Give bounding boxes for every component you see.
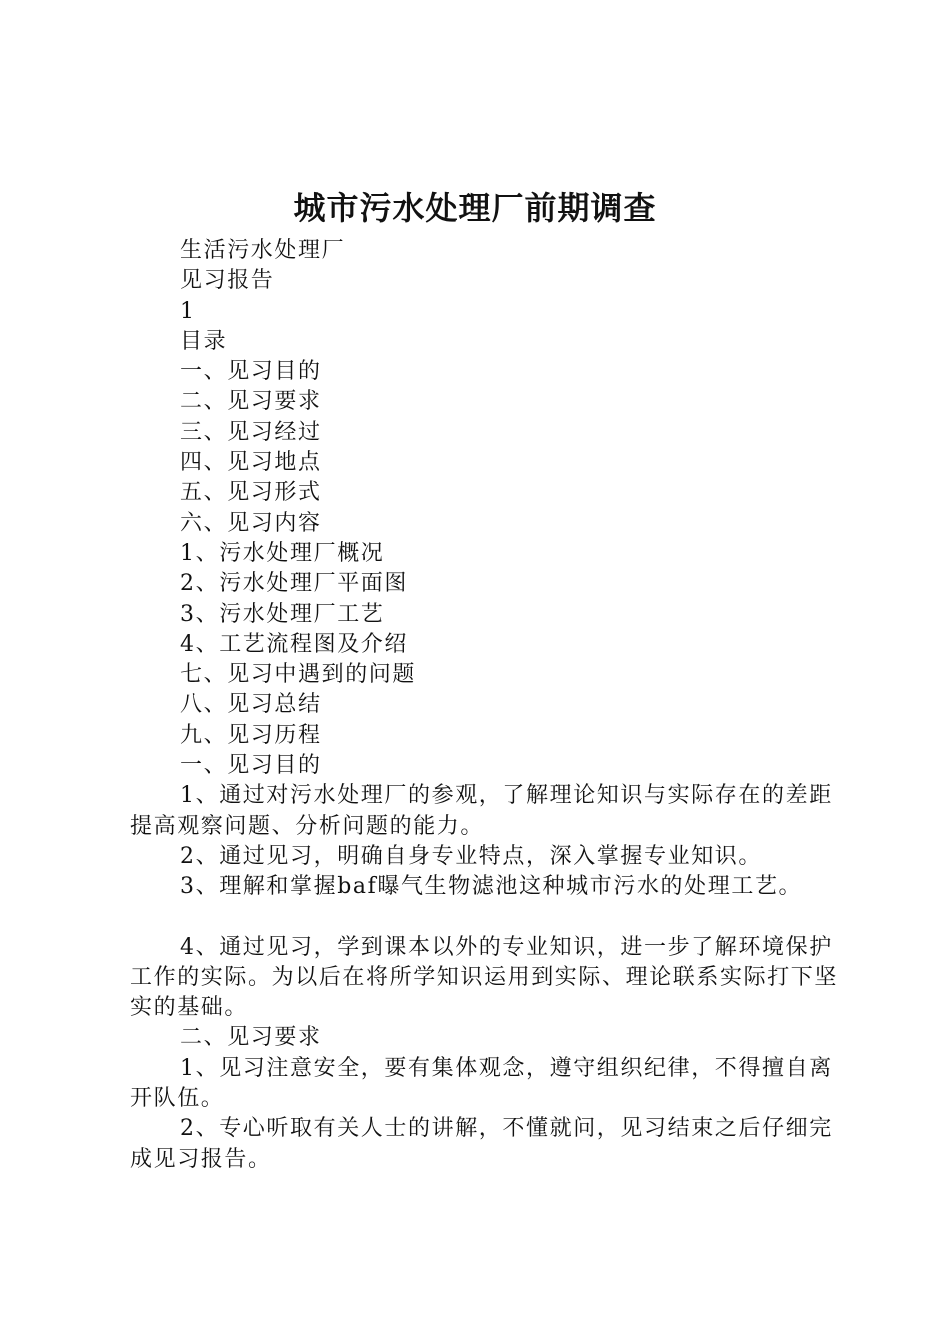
toc-item: 一、见习目的	[180, 359, 322, 385]
section-heading: 二、见习要求	[180, 1025, 322, 1051]
toc-subitem: 2、污水处理厂平面图	[180, 571, 408, 597]
toc-subitem: 3、污水处理厂工艺	[180, 601, 385, 627]
toc-item: 五、见习形式	[180, 480, 322, 506]
toc-item: 九、见习历程	[180, 722, 322, 748]
toc-item: 八、见习总结	[180, 692, 322, 718]
toc-subitem: 4、工艺流程图及介绍	[180, 631, 408, 657]
body-paragraph: 1、见习注意安全，要有集体观念，遵守组织纪律，不得擅自离开队伍。	[130, 1055, 833, 1112]
section-heading: 一、见习目的	[180, 753, 322, 779]
body-paragraph: 2、专心听取有关人士的讲解，不懂就问，见习结束之后仔细完成见习报告。	[130, 1116, 833, 1172]
toc-item: 三、见习经过	[180, 419, 322, 445]
body-paragraph: 2、通过见习，明确自身专业特点，深入掌握专业知识。	[180, 843, 762, 869]
body-paragraph: 1、通过对污水处理厂的参观，了解理论知识与实际存在的差距提高观察问题、分析问题的能力。	[130, 783, 833, 839]
document-title: 城市污水处理厂前期调查	[293, 189, 657, 227]
toc-item: 四、见习地点	[180, 450, 322, 476]
toc-item: 二、见习要求	[180, 389, 322, 415]
body-paragraph: 4、通过见习，学到课本以外的专业知识，进一步了解环境保护工作的实际。为以后在将所学知识运用到实际、理论联系实际打下坚实的基础。	[130, 934, 839, 1021]
toc-heading: 目录	[180, 328, 228, 354]
subtitle-line: 生活污水处理厂	[180, 238, 346, 263]
toc-item: 七、见习中遇到的问题	[180, 662, 417, 688]
document-body	[130, 236, 850, 1175]
paragraph-spacer	[130, 903, 850, 933]
toc-subitem: 1、污水处理厂概况	[180, 540, 385, 566]
body-paragraph: 3、理解和掌握baf曝气生物滤池这种城市污水的处理工艺。	[180, 874, 803, 900]
toc-item: 六、见习内容	[180, 510, 322, 536]
subtitle-line: 见习报告	[180, 268, 275, 294]
page-number-line: 1	[180, 298, 196, 324]
